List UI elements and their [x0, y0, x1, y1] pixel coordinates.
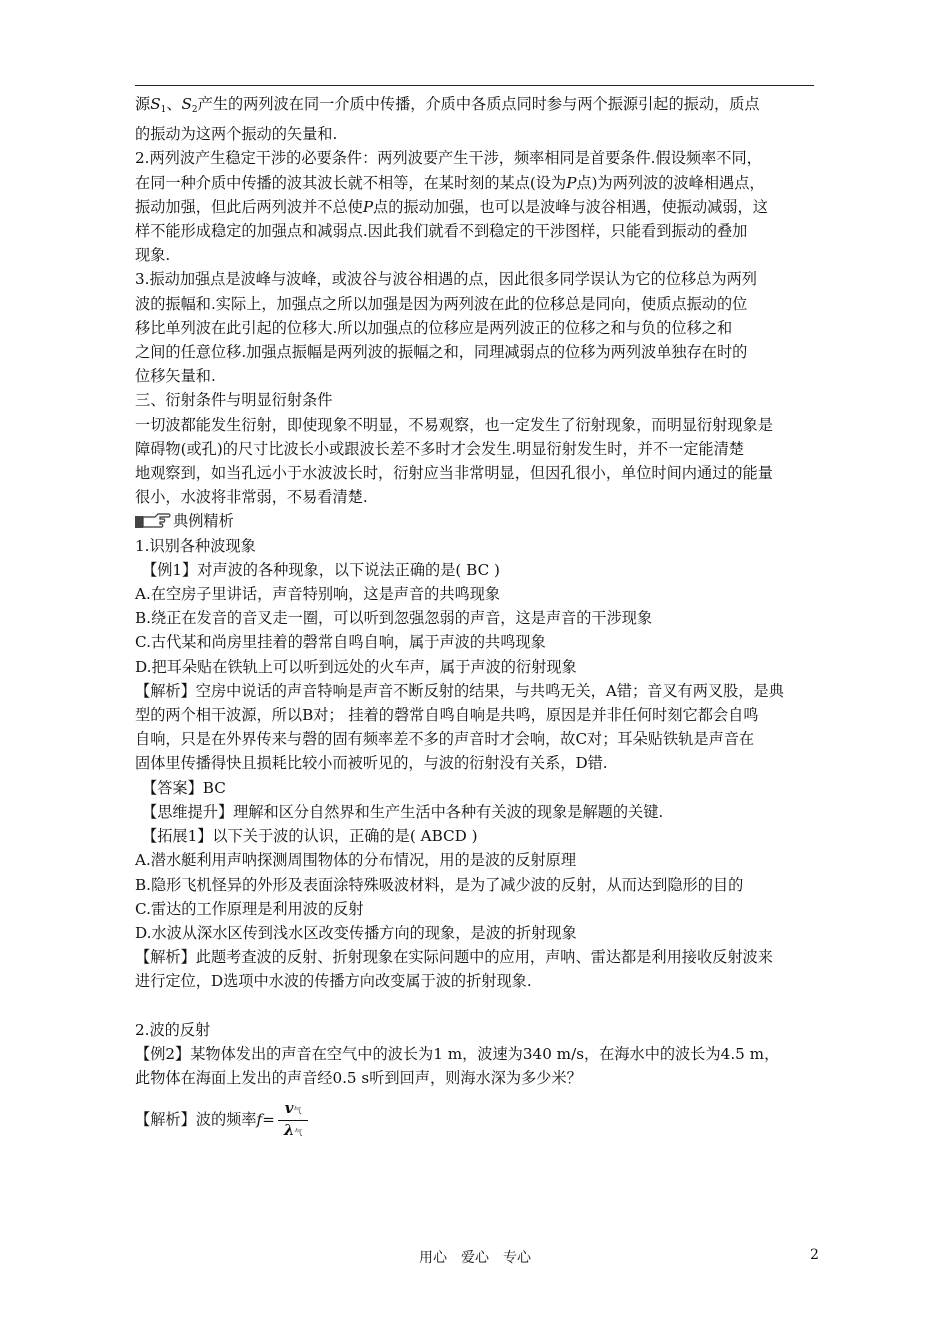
text-fragment: 【解析】波的频率 — [135, 1110, 257, 1129]
example-question: 【例1】对声波的各种现象，以下说法正确的是( BC ) — [142, 560, 500, 579]
text-line: 固体里传播得快且损耗比较小而被听见的，与波的衍射没有关系，D错. — [135, 754, 608, 773]
option-b: B.隐形飞机怪异的外形及表面涂特殊吸波材料，是为了减少波的反射，从而达到隐形的目的 — [135, 875, 744, 894]
text-line: 样不能形成稳定的加强点和减弱点.因此我们就看不到稳定的干涉图样，只能看到振动的叠加 — [135, 222, 748, 241]
section-heading: 三、衍射条件与明显衍射条件 — [135, 391, 333, 410]
text-line: 的振动为这两个振动的矢量和. — [135, 125, 338, 144]
fraction-denominator — [278, 1121, 309, 1142]
text-line: 2.两列波产生稳定干涉的必要条件：两列波要产生干涉，频率相同是首要条件.假设频率不同， — [135, 149, 762, 168]
subscript: 2 — [191, 105, 198, 115]
section-marker — [135, 509, 815, 533]
text-line: 3.振动加强点是波峰与波峰，或波谷与波谷相遇的点，因此很多同学误认为它的位移总为两列 — [135, 270, 757, 289]
text-line: 【解析】空房中说话的声音特响是声音不断反射的结果，与共鸣无关，A错；音叉有两叉股，是典 — [135, 681, 784, 700]
option-a: A.潜水艇利用声呐探测周围物体的分布情况，用的是波的反射原理 — [135, 851, 577, 870]
header-rule — [135, 85, 814, 86]
page-content — [135, 92, 815, 1142]
symbol-lambda: λ — [283, 1121, 295, 1140]
text-fragment: 点的振动加强，也可以是波峰与波谷相遇，使振动减弱，这 — [373, 197, 768, 216]
text-fragment: 产生的两列波在同一介质中传播，介质中各质点同时参与两个振源引起的振动，质点 — [197, 95, 760, 113]
blank-line — [135, 994, 815, 1018]
symbol-f: f — [256, 1110, 263, 1129]
text-line: 进行定位，D选项中水波的传播方向改变属于波的折射现象. — [135, 972, 532, 991]
text-line: 移比单列波在此引起的位移大.所以加强点的位移应是两列波正的位移之和与负的位移之和 — [135, 318, 733, 337]
section-title: 典例精析 — [173, 512, 234, 531]
subscript: 气 — [293, 1106, 302, 1116]
fraction-numerator — [278, 1099, 309, 1121]
answer-line: 【答案】BC — [142, 778, 226, 797]
extension-question: 【拓展1】以下关于波的认识，正确的是( ABCD ) — [142, 827, 478, 846]
text-line: 1.识别各种波现象 — [135, 536, 256, 555]
option-a: A.在空房子里讲话，声音特别响，这是声音的共鸣现象 — [135, 585, 501, 604]
text-line: 自响，只是在外界传来与磬的固有频率差不多的声音时才会响，故C对；耳朵贴铁轨是声音在 — [135, 730, 755, 749]
solution-line — [135, 1099, 815, 1142]
symbol-p: P — [362, 197, 374, 216]
text-line: 波的振幅和.实际上，加强点之所以加强是因为两列波在此的位移总是同向，使质点振动的位 — [135, 294, 748, 313]
text-line: 现象. — [135, 246, 171, 265]
option-b: B.绕正在发音的音叉走一圈，可以听到忽强忽弱的声音，这是声音的干涉现象 — [135, 609, 653, 628]
pointing-hand-icon — [135, 512, 171, 529]
option-c: C.古代某和尚房里挂着的磬常自鸣自响，属于声波的共鸣现象 — [135, 633, 546, 652]
footer-motto: 用心 爱心 专心 — [419, 1250, 531, 1266]
text-fragment: 在同一种介质中传播的波其波长就不相等，在某时刻的某点(设为 — [135, 173, 567, 192]
text-fragment: 振动加强，但此后两列波并不总使 — [135, 197, 363, 216]
text-line: 【思维提升】理解和区分自然界和生产生活中各种有关波的现象是解题的关键. — [142, 802, 664, 821]
fraction — [278, 1099, 309, 1142]
symbol-p: P — [566, 173, 577, 192]
text-line — [135, 171, 815, 195]
text-fragment: 点)为两列波的波峰相遇点， — [576, 173, 765, 192]
symbol-s: S — [181, 95, 192, 113]
subscript: 气 — [294, 1128, 303, 1138]
text-line: 型的两个相干波源，所以B对； 挂着的磬常自鸣自响是共鸣，原因是并非任何时刻它都会自鸣 — [135, 706, 759, 725]
text-fragment: 、 — [166, 95, 182, 113]
text-line: 此物体在海面上发出的声音经0.5 s听到回声，则海水深为多少米？ — [135, 1068, 582, 1087]
text-fragment: 源 — [135, 95, 151, 113]
text-line — [135, 195, 815, 219]
equals-sign: = — [262, 1110, 275, 1129]
option-c: C.雷达的工作原理是利用波的反射 — [135, 899, 364, 918]
example-question: 【例2】某物体发出的声音在空气中的波长为1 m，波速为340 m/s，在海水中的波长为4.5 m， — [135, 1044, 780, 1063]
text-line: 障碍物(或孔)的尺寸比波长小或跟波长差不多时才会发生.明显衍射发生时，并不一定能清楚 — [135, 439, 744, 458]
symbol-s: S — [150, 95, 161, 113]
text-line — [135, 92, 815, 122]
option-d: D.把耳朵贴在铁轨上可以听到远处的火车声，属于声波的衍射现象 — [135, 657, 577, 676]
subscript: 1 — [160, 105, 167, 115]
text-line: 之间的任意位移.加强点振幅是两列波的振幅之和，同理减弱点的位移为两列波单独存在时的 — [135, 343, 748, 362]
text-line: 很小，水波将非常弱，不易看清楚. — [135, 488, 368, 507]
text-line: 一切波都能发生衍射，即使现象不明显，不易观察，也一定发生了衍射现象，而明显衍射现象是 — [135, 415, 773, 434]
text-line: 地观察到，如当孔远小于水波波长时，衍射应当非常明显，但因孔很小，单位时间内通过的能量 — [135, 464, 773, 483]
text-line: 位移矢量和. — [135, 367, 216, 386]
option-d: D.水波从深水区传到浅水区改变传播方向的现象，是波的折射现象 — [135, 923, 577, 942]
text-line: 【解析】此题考查波的反射、折射现象在实际问题中的应用，声呐、雷达都是利用接收反射波来 — [135, 948, 773, 967]
text-line: 2.波的反射 — [135, 1020, 211, 1039]
page-number: 2 — [810, 1247, 819, 1263]
symbol-v: v — [284, 1099, 294, 1118]
